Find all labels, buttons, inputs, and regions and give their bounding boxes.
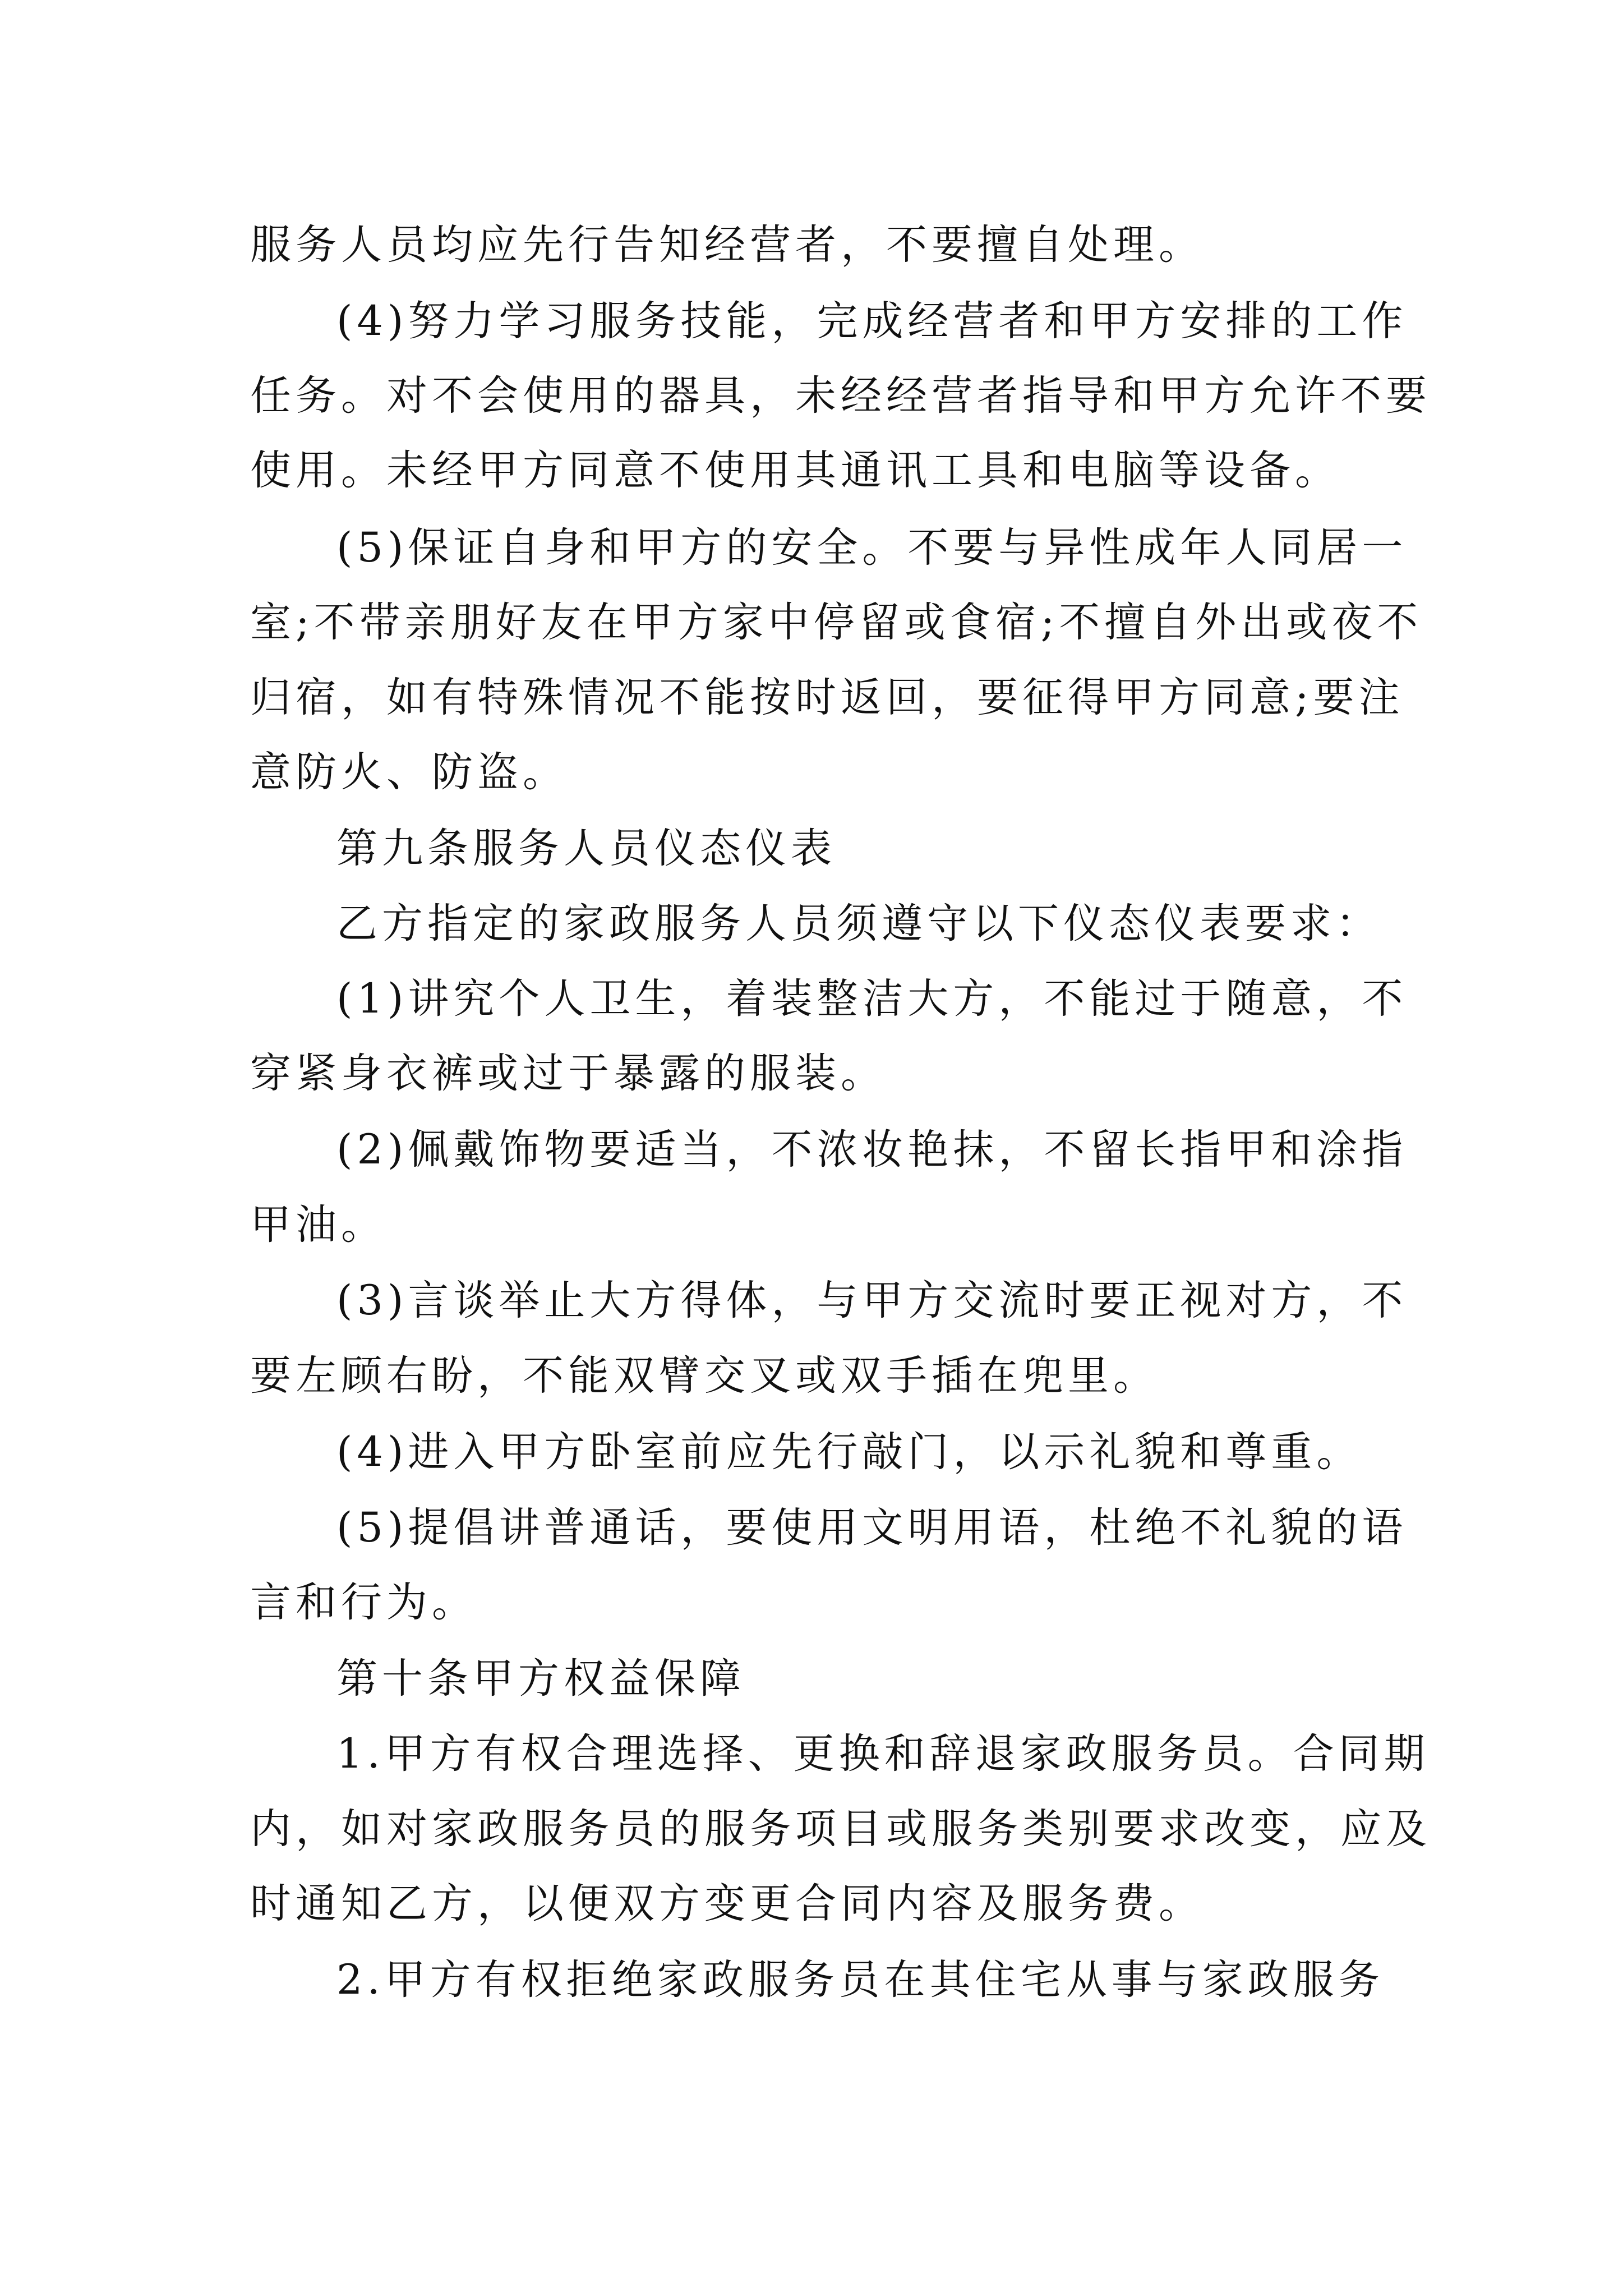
- text-line: 归宿，如有特殊情况不能按时返回，要征得甲方同意;要注: [250, 674, 1404, 721]
- article-heading: 第十条甲方权益保障: [336, 1655, 745, 1703]
- text-line: (4)努力学习服务技能，完成经营者和甲方安排的工作: [336, 297, 1408, 345]
- text-line: 室;不带亲朋好友在甲方家中停留或食宿;不擅自外出或夜不: [250, 599, 1423, 646]
- text-line: (1)讲究个人卫生，着装整洁大方，不能过于随意，不: [336, 975, 1408, 1023]
- text-line: 1.甲方有权合理选择、更换和辞退家政服务员。合同期: [336, 1730, 1430, 1778]
- text-line: 任务。对不会使用的器具，未经经营者指导和甲方允许不要: [250, 372, 1431, 420]
- article-heading: 第九条服务人员仪态仪表: [336, 825, 836, 872]
- text-line: 意防火、防盗。: [250, 748, 568, 796]
- text-line: 使用。未经甲方同意不使用其通讯工具和电脑等设备。: [250, 447, 1340, 494]
- text-line: (2)佩戴饰物要适当，不浓妆艳抹，不留长指甲和涂指: [336, 1126, 1408, 1174]
- text-line: 服务人员均应先行告知经营者，不要擅自处理。: [250, 221, 1204, 269]
- text-line: 要左顾右盼，不能双臂交叉或双手插在兜里。: [250, 1352, 1159, 1400]
- text-line: 言和行为。: [250, 1579, 477, 1626]
- text-line: 时通知乙方，以便双方变更合同内容及服务费。: [250, 1880, 1204, 1927]
- text-line: 甲油。: [250, 1201, 386, 1249]
- text-line: (5)提倡讲普通话，要使用文明用语，杜绝不礼貌的语: [336, 1504, 1408, 1552]
- text-line: (3)言谈举止大方得体，与甲方交流时要正视对方，不: [336, 1277, 1408, 1324]
- text-line: 穿紧身衣裤或过于暴露的服装。: [250, 1050, 886, 1097]
- text-line: 乙方指定的家政服务人员须遵守以下仪态仪表要求：: [336, 900, 1381, 947]
- text-line: 2.甲方有权拒绝家政服务员在其住宅从事与家政服务: [336, 1956, 1384, 2004]
- text-line: (4)进入甲方卧室前应先行敲门，以示礼貌和尊重。: [336, 1428, 1362, 1476]
- text-line: (5)保证自身和甲方的安全。不要与异性成年人同居一: [336, 524, 1408, 572]
- text-line: 内，如对家政服务员的服务项目或服务类别要求改变，应及: [250, 1805, 1431, 1853]
